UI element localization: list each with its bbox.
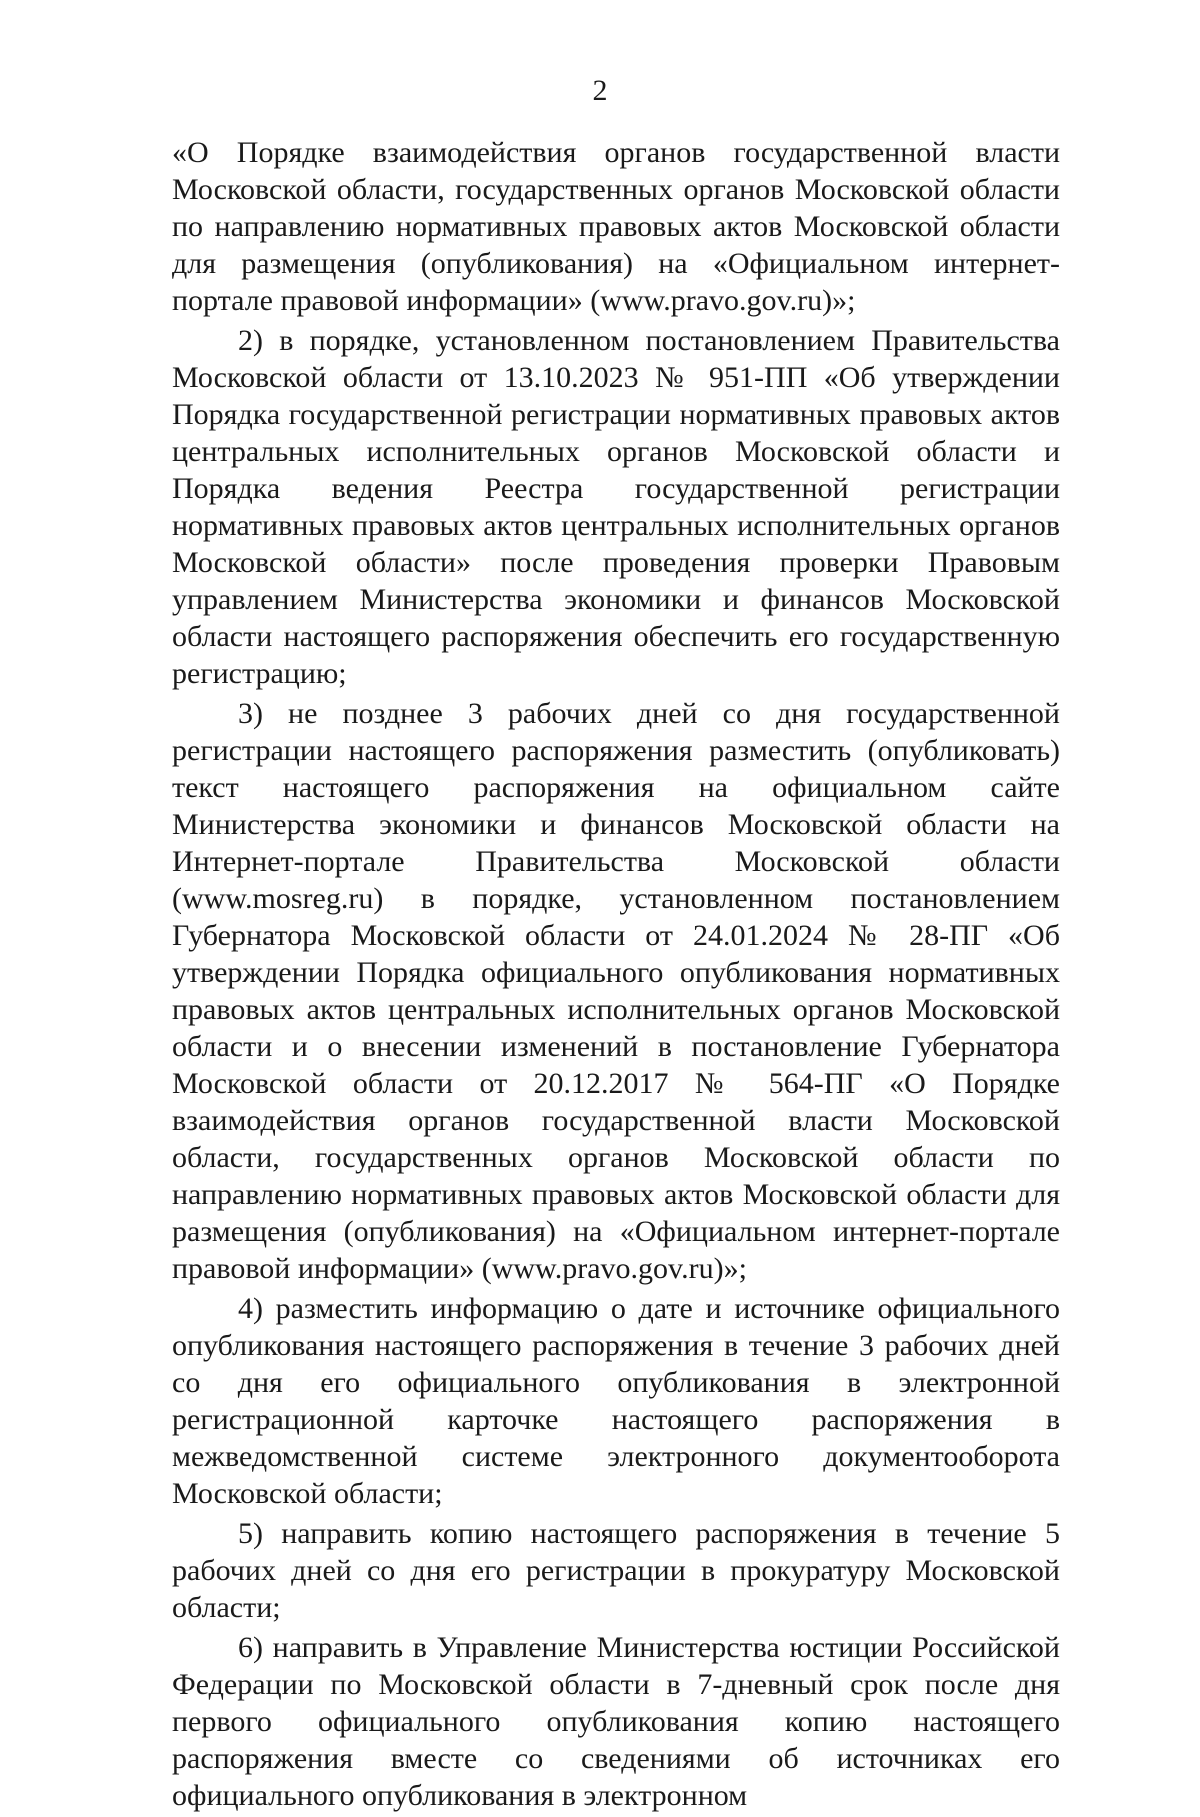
document-body [172, 134, 1060, 1817]
paragraph-item-2: 2) в порядке, установленном постановлением Правительства Московской области от 13.10.2023 № 951-ПП «Об утверждении Порядка государственной регистрации нормативных правовых актов центральных исполнительных органов Московской области и Порядка ведения Реестра государственной регистрации нормативных правовых актов центральных исполнительных органов Московской области» после проведения проверки Правовым управлением Министерства экономики и финансов Московской области настоящего распоряжения обеспечить его государственную регистрацию; [172, 324, 1060, 690]
page-number: 2 [592, 74, 608, 107]
paragraph-item-5: 5) направить копию настоящего распоряжения в течение 5 рабочих дней со дня его регистрации в прокуратуру Московской области; [172, 1517, 1060, 1624]
paragraph-continuation: «О Порядке взаимодействия органов государственной власти Московской области, государственных органов Московской области по направлению нормативных правовых актов Московской области для размещения (опубликования) на «Официальном интернет-портале правовой информации» (www.pravo.gov.ru)»; [172, 136, 1060, 317]
paragraph-item-6: 6) направить в Управление Министерства юстиции Российской Федерации по Московской области в 7-дневный срок после дня первого официального опубликования копию настоящего распоряжения вместе со сведениями об источниках его официального опубликования в электронном [172, 1631, 1060, 1812]
paragraph-item-3: 3) не позднее 3 рабочих дней со дня государственной регистрации настоящего распоряжения разместить (опубликовать) текст настоящего распоряжения на официальном сайте Министерства экономики и финансов Московской области на Интернет-портале Правительства Московской области (www.mosreg.ru) в порядке, установленном постановлением Губернатора Московской области от 24.01.2024 № 28-ПГ «Об утверждении Порядка официального опубликования нормативных правовых актов центральных исполнительных органов Московской области и о внесении изменений в постановление Губернатора Московской области от 20.12.2017 № 564-ПГ «О Порядке взаимодействия органов государственной власти Московской области, государственных органов Московской области по направлению нормативных правовых актов Московской области для размещения (опубликования) на «Официальном интернет-портале правовой информации» (www.pravo.gov.ru)»; [172, 697, 1060, 1285]
paragraph-item-4: 4) разместить информацию о дате и источнике официального опубликования настоящего распоряжения в течение 3 рабочих дней со дня его официального опубликования в электронной регистрационной карточке настоящего распоряжения в межведомственной системе электронного документооборота Московской области; [172, 1292, 1060, 1510]
